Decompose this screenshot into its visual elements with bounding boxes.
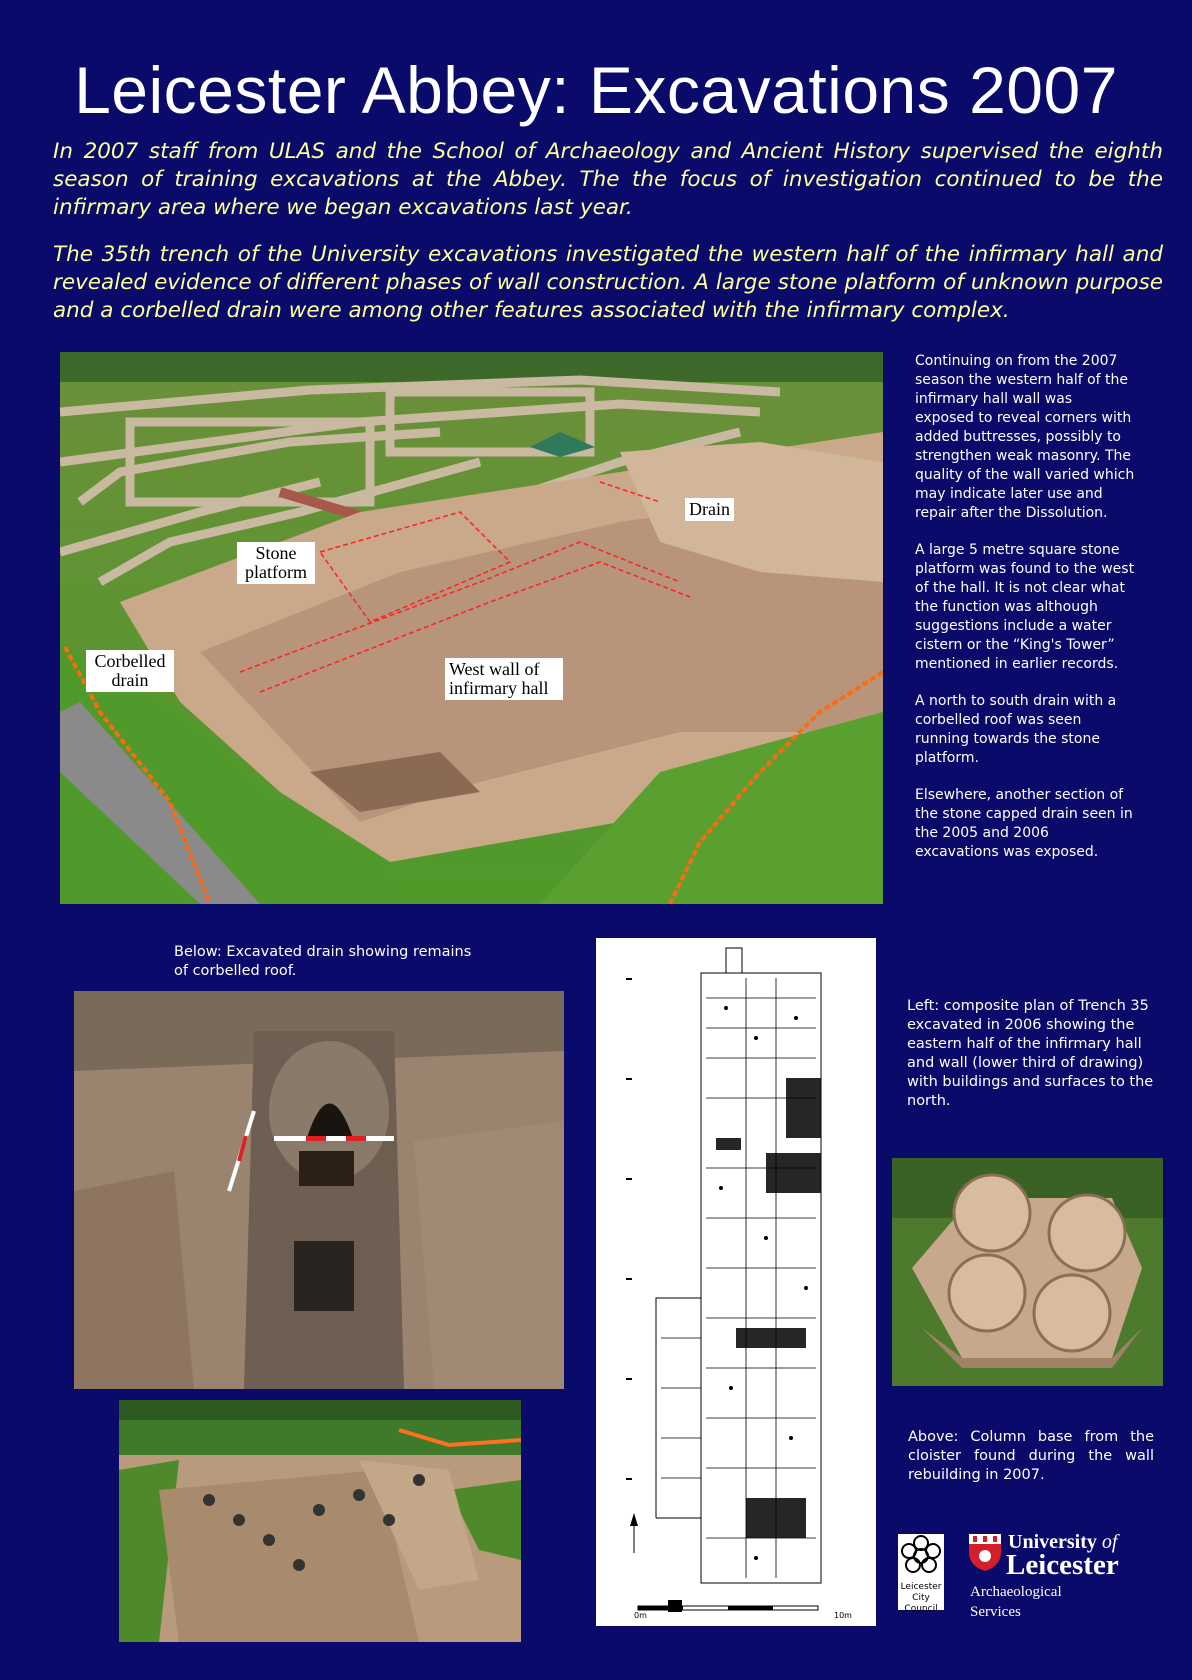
label-corbelled-drain: [86, 650, 174, 692]
side-paragraph-4: Elsewhere, another section of the stone capped drain seen in the 2005 and 2006 excavations was exposed.: [915, 787, 1133, 860]
label-stone-platform-line2: platform: [245, 562, 307, 582]
label-west-wall-line1: West wall of: [449, 659, 540, 679]
label-corbelled-drain-line2: drain: [111, 670, 149, 690]
university-crest-icon: [967, 1532, 1003, 1572]
column-base-photo: [892, 1158, 1163, 1386]
side-paragraph-1: Continuing on from the 2007 season the western half of the infirmary hall wall was exposed to reveal corners with added buttresses, possibly to strengthen weak masonry. The quality of the wall varied which may indicate later use and repair after the Dissolution.: [915, 353, 1135, 521]
label-west-wall-line2: infirmary hall: [449, 678, 549, 698]
city-council-line1: Leicester: [900, 1582, 942, 1592]
plan-caption: Left: composite plan of Trench 35 excavated in 2006 showing the eastern half of the infirmary hall and wall (lower third of drawing) with buildings and surfaces to the north.: [907, 998, 1154, 1109]
city-council-logo: [898, 1534, 944, 1614]
scale-start-label: 0m: [634, 1611, 647, 1620]
archaeological-services: [970, 1582, 1062, 1622]
trench-plan-drawing: [596, 938, 876, 1626]
label-west-wall: [445, 658, 563, 700]
city-council-line2: City Council: [904, 1593, 938, 1614]
intro-paragraph-1: In 2007 staff from ULAS and the School of Archaeology and Ancient History supervised the eighth season of training excavations at the Abbey. The the focus of investigation continued to be the infirmary area where we began excavations last year.: [53, 139, 1163, 220]
label-corbelled-drain-line1: Corbelled: [94, 651, 166, 671]
aerial-photo: [60, 352, 883, 904]
university-name: Leicester: [1006, 1549, 1119, 1581]
university-prefix: University: [1008, 1531, 1097, 1553]
label-stone-platform-line1: Stone: [255, 543, 297, 563]
page-title: Leicester Abbey: Excavations 2007: [74, 53, 1118, 127]
university-of: of: [1101, 1531, 1118, 1553]
drain-photo-caption: Below: Excavated drain showing remains of corbelled roof.: [174, 944, 472, 979]
side-text: [915, 352, 1135, 862]
archaeological-services-line1: Archaeological: [970, 1584, 1062, 1600]
drain-photo: [74, 991, 564, 1389]
label-drain: Drain: [685, 498, 734, 521]
label-stone-platform: [237, 542, 315, 584]
side-paragraph-2: A large 5 metre square stone platform was found to the west of the hall. It is not clear what the function was although suggestions include a water cistern or the “King's Tower” mentioned in earlier records.: [915, 542, 1135, 672]
column-base-caption: Above: Column base from the cloister found during the wall rebuilding in 2007.: [908, 1429, 1154, 1483]
side-paragraph-3: A north to south drain with a corbelled roof was seen running towards the stone platform.: [915, 693, 1117, 766]
scale-end-label: 10m: [834, 1611, 852, 1620]
archaeological-services-line2: Services: [970, 1604, 1021, 1620]
tudor-rose-icon: [898, 1534, 944, 1578]
workers-photo: [119, 1400, 521, 1642]
intro-paragraph-2: The 35th trench of the University excavations investigated the western half of the infirmary hall and revealed evidence of different phases of wall construction. A large stone platform of unknown purpose and a corbelled drain were among other features associated with the infirmary complex.: [53, 242, 1163, 323]
